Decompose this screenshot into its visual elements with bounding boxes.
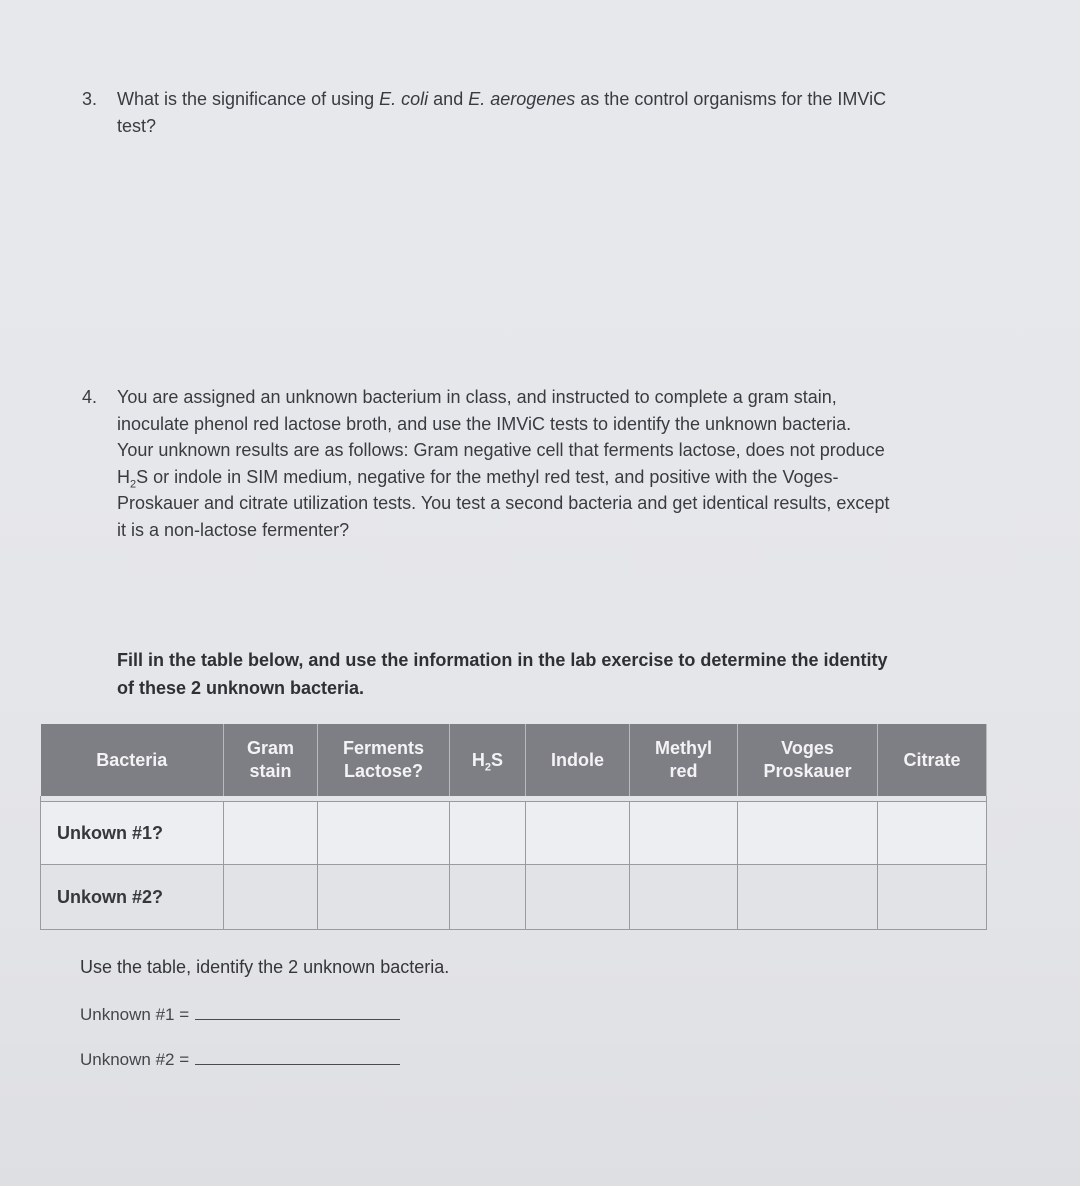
cell-unknown-1-gram[interactable] <box>224 802 318 865</box>
q3-line-2: test? <box>117 115 157 136</box>
use-table-prompt: Use the table, identify the 2 unknown bacteria. <box>80 957 450 977</box>
question-4-number: 4. <box>82 387 98 407</box>
answer-unknown-2-blank[interactable] <box>195 1050 400 1065</box>
cell-unknown-2-h2s[interactable] <box>450 865 526 930</box>
cell-unknown-2-voges[interactable] <box>738 865 878 930</box>
answer-unknown-1-label: Unknown #1 = <box>80 1005 190 1024</box>
header-voges-proskauer <box>738 724 878 796</box>
instructions-line-2: of these 2 unknown bacteria. <box>117 678 365 698</box>
q3-text-before: What is the significance of using <box>117 89 380 109</box>
table-row <box>41 865 987 930</box>
q4-line-4 <box>117 464 889 491</box>
cell-unknown-1-indole[interactable] <box>526 802 630 865</box>
results-table <box>40 724 987 930</box>
header-h2s <box>450 724 526 796</box>
answer-unknown-2-label: Unknown #2 = <box>80 1050 190 1069</box>
table-row <box>41 802 987 865</box>
table-instructions <box>117 646 977 702</box>
cell-unknown-2-gram[interactable] <box>224 865 318 930</box>
cell-unknown-1-voges[interactable] <box>738 802 878 865</box>
table-header-row <box>41 724 987 796</box>
cell-unknown-2-citrate[interactable] <box>878 865 987 930</box>
q4-line-3: Your unknown results are as follows: Gram negative cell that ferments lactose, does not produce <box>117 440 885 460</box>
header-citrate: Citrate <box>878 724 987 796</box>
cell-unknown-1-citrate[interactable] <box>878 802 987 865</box>
answer-unknown-1-blank[interactable] <box>195 1005 400 1020</box>
header-ferments-line-1: Ferments <box>342 738 425 758</box>
header-voges-line-1: Voges <box>781 738 834 758</box>
question-3-text <box>117 86 886 139</box>
answer-unknown-1 <box>80 1005 400 1025</box>
cell-unknown-1-h2s[interactable] <box>450 802 526 865</box>
header-ferments-lactose <box>318 724 450 796</box>
q4-h: H <box>117 466 130 487</box>
question-3-number: 3. <box>82 89 98 109</box>
q4-line-1: You are assigned an unknown bacterium in class, and instructed to complete a gram stain, <box>117 387 837 407</box>
header-gram-line-2: stain <box>249 761 292 781</box>
header-gram-line-1: Gram <box>246 738 295 758</box>
cell-unknown-1-ferments[interactable] <box>318 802 450 865</box>
instructions-line-1: Fill in the table below, and use the information in the lab exercise to determine the identity <box>117 650 888 670</box>
q4-line-6: it is a non-lactose fermenter? <box>117 519 350 540</box>
header-h2s-h: H <box>471 749 485 770</box>
header-h2s-s: S <box>491 749 504 770</box>
q3-organism-ecoli: E. coli <box>379 89 429 109</box>
cell-unknown-1-methyl-red[interactable] <box>630 802 738 865</box>
q4-line-2: inoculate phenol red lactose broth, and use the IMViC tests to identify the unknown bacteria. <box>117 413 852 434</box>
header-bacteria: Bacteria <box>41 724 224 796</box>
cell-unknown-2-ferments[interactable] <box>318 865 450 930</box>
q3-text-mid: and <box>428 89 469 109</box>
answer-unknown-2 <box>80 1050 400 1070</box>
q4-line-4-rest: S or indole in SIM medium, negative for the methyl red test, and positive with the Voges- <box>136 466 839 487</box>
q4-line-5: Proskauer and citrate utilization tests. You test a second bacteria and get identical results, except <box>117 493 890 513</box>
header-gram-stain <box>224 724 318 796</box>
q3-organism-eaerogenes: E. aerogenes <box>468 89 576 109</box>
header-methyl-line-2: red <box>669 761 698 781</box>
cell-unknown-2-methyl-red[interactable] <box>630 865 738 930</box>
row-label-unknown-2: Unkown #2? <box>41 865 224 930</box>
header-h2s-subscript: 2 <box>484 761 492 774</box>
q4-subscript: 2 <box>130 478 137 491</box>
header-ferments-line-2: Lactose? <box>343 761 424 781</box>
row-label-unknown-1: Unkown #1? <box>41 802 224 865</box>
q3-text-after: as the control organisms for the IMViC <box>575 89 887 109</box>
cell-unknown-2-indole[interactable] <box>526 865 630 930</box>
header-methyl-red <box>630 724 738 796</box>
header-methyl-line-1: Methyl <box>654 738 712 758</box>
header-indole: Indole <box>526 724 630 796</box>
question-4-text <box>117 384 889 543</box>
header-voges-line-2: Proskauer <box>763 761 852 781</box>
